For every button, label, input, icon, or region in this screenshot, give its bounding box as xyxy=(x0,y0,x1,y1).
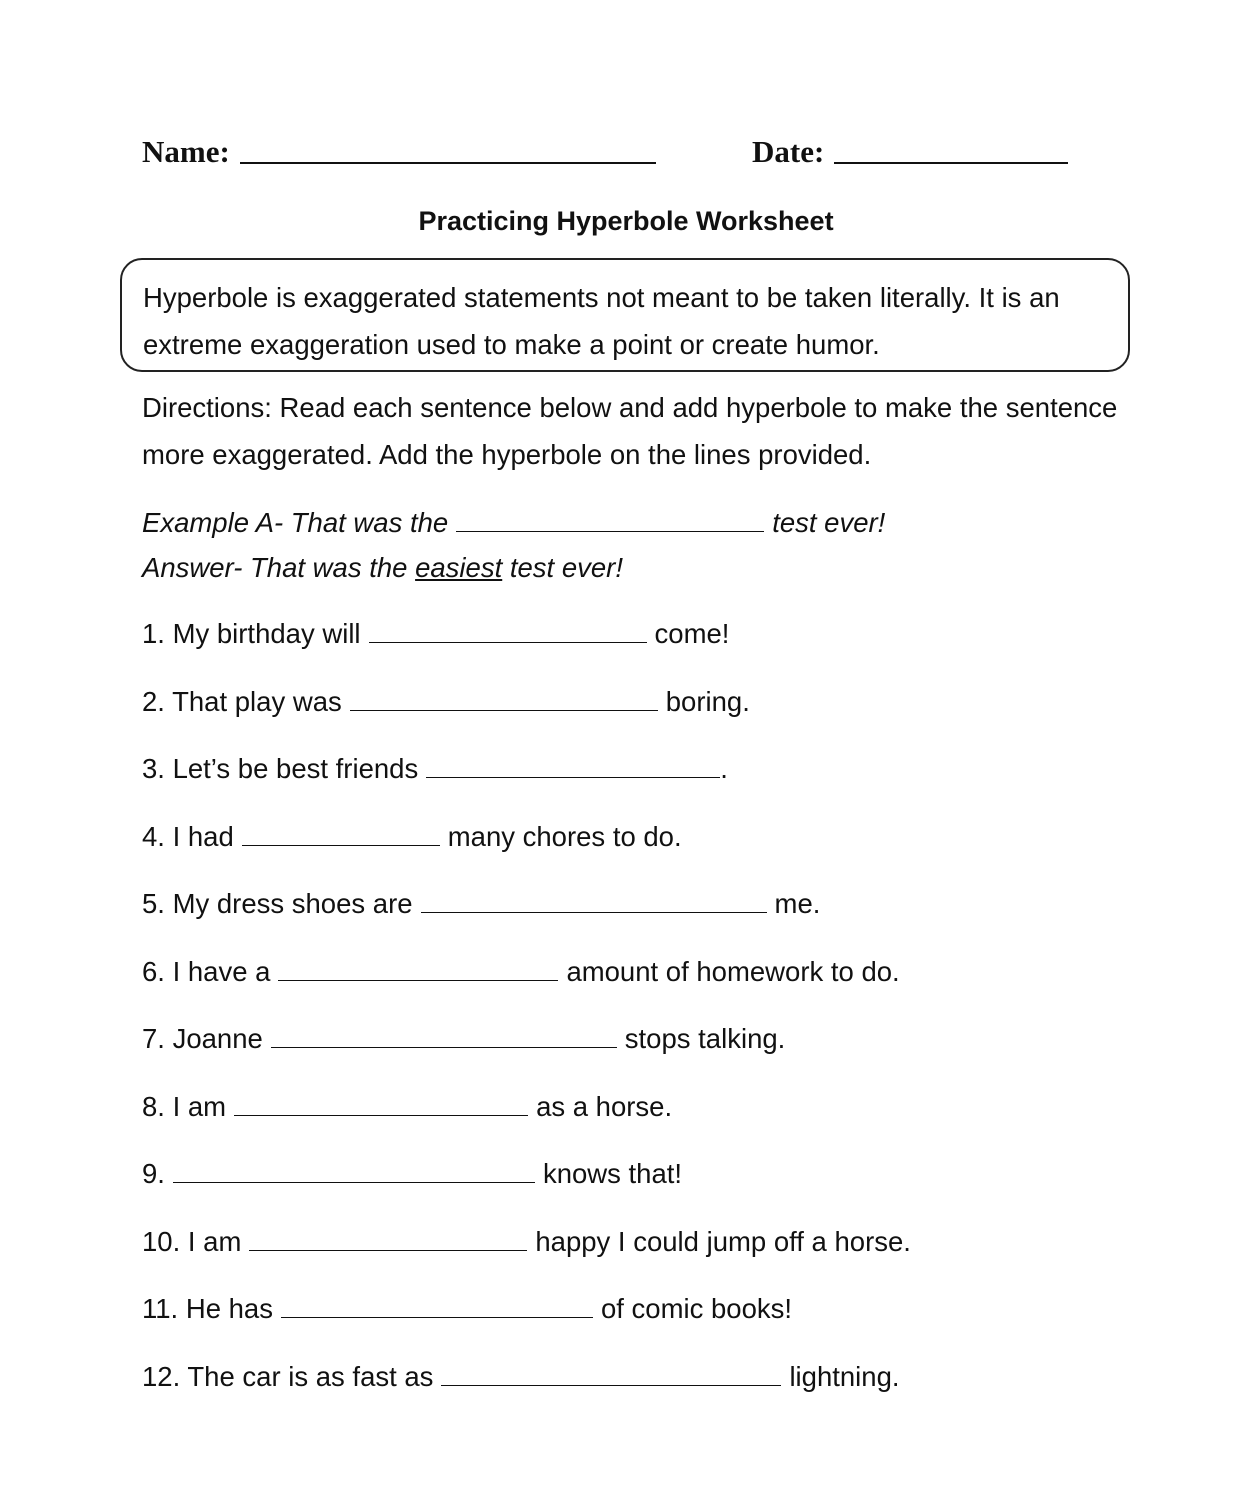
item-text-before: 2. That play was xyxy=(142,685,342,717)
date-label: Date: xyxy=(752,134,825,169)
item-text-after: . xyxy=(720,753,728,784)
exercise-item-4 xyxy=(142,815,1142,883)
name-date-header xyxy=(142,134,1082,178)
item-text-after: happy I could jump off a horse. xyxy=(535,1225,911,1257)
answer-blank-line xyxy=(369,618,647,643)
exercise-item-2 xyxy=(142,680,1142,748)
exercise-item-1 xyxy=(142,612,1142,680)
example-prompt-before: Example A- That was the xyxy=(142,507,449,538)
exercise-item-9 xyxy=(142,1152,1142,1220)
exercise-list xyxy=(142,612,1142,1422)
item-text-after: me. xyxy=(774,888,821,919)
answer-blank-line xyxy=(441,1361,781,1386)
example-prompt xyxy=(142,500,1132,545)
definition-text: Hyperbole is exaggerated statements not meant to be taken literally. It is an extreme exaggeration used to make a point or create humor. xyxy=(143,282,1060,360)
date-blank-line xyxy=(834,134,1068,164)
exercise-item-7 xyxy=(142,1017,1142,1085)
name-label: Name: xyxy=(142,134,230,169)
exercise-item-8 xyxy=(142,1085,1142,1153)
worksheet-title: Practicing Hyperbole Worksheet xyxy=(418,206,834,236)
item-text-after: stops talking. xyxy=(624,1023,786,1054)
answer-blank-line xyxy=(426,753,720,778)
name-field xyxy=(142,134,656,170)
answer-blank-line xyxy=(173,1158,535,1183)
answer-blank-line xyxy=(271,1023,617,1048)
item-text-after: many chores to do. xyxy=(447,820,682,852)
directions-text: Directions: Read each sentence below and add hyperbole to make the sentence more exaggerated. Add the hyperbole on the lines provided. xyxy=(142,392,1118,470)
item-text-before: 8. I am xyxy=(142,1090,227,1122)
answer-blank-line xyxy=(242,821,440,846)
answer-blank-line xyxy=(350,686,658,711)
example-answer-before: Answer- That was the xyxy=(142,552,408,583)
item-text-before: 11. He has xyxy=(142,1293,273,1324)
item-text-before: 1. My birthday will xyxy=(142,618,361,649)
item-text-after: as a horse. xyxy=(536,1090,673,1122)
answer-blank-line xyxy=(234,1091,528,1116)
item-text-after: lightning. xyxy=(789,1360,900,1392)
item-text-before: 4. I had xyxy=(142,820,234,852)
item-text-before: 6. I have a xyxy=(142,955,271,987)
exercise-item-3 xyxy=(142,747,1142,815)
exercise-item-5 xyxy=(142,882,1142,950)
exercise-item-10 xyxy=(142,1220,1142,1288)
example-prompt-after: test ever! xyxy=(772,507,886,538)
exercise-item-12 xyxy=(142,1355,1142,1423)
item-text-before: 10. I am xyxy=(142,1225,242,1257)
item-text-before: 7. Joanne xyxy=(142,1023,263,1054)
exercise-item-6 xyxy=(142,950,1142,1018)
example-answer-word: easiest xyxy=(415,552,503,583)
definition-box xyxy=(120,258,1130,372)
exercise-item-11 xyxy=(142,1287,1142,1355)
item-text-before: 12. The car is as fast as xyxy=(142,1360,434,1392)
answer-blank-line xyxy=(421,888,767,913)
item-text-before: 3. Let’s be best friends xyxy=(142,753,419,784)
item-text-after: boring. xyxy=(665,685,750,717)
answer-blank-line xyxy=(249,1226,527,1251)
example-answer xyxy=(142,545,1132,590)
item-text-after: come! xyxy=(654,618,730,649)
answer-blank-line xyxy=(281,1293,593,1318)
item-text-after: of comic books! xyxy=(600,1293,793,1324)
item-text-before: 9. xyxy=(142,1158,165,1189)
answer-blank-line xyxy=(278,956,558,981)
name-blank-line xyxy=(240,134,656,164)
item-text-before: 5. My dress shoes are xyxy=(142,888,413,919)
example-block xyxy=(142,500,1132,590)
example-answer-after: test ever! xyxy=(509,552,623,583)
item-text-after: amount of homework to do. xyxy=(566,955,900,987)
example-blank-line xyxy=(456,507,764,532)
date-field xyxy=(752,134,1068,170)
item-text-after: knows that! xyxy=(542,1158,683,1189)
